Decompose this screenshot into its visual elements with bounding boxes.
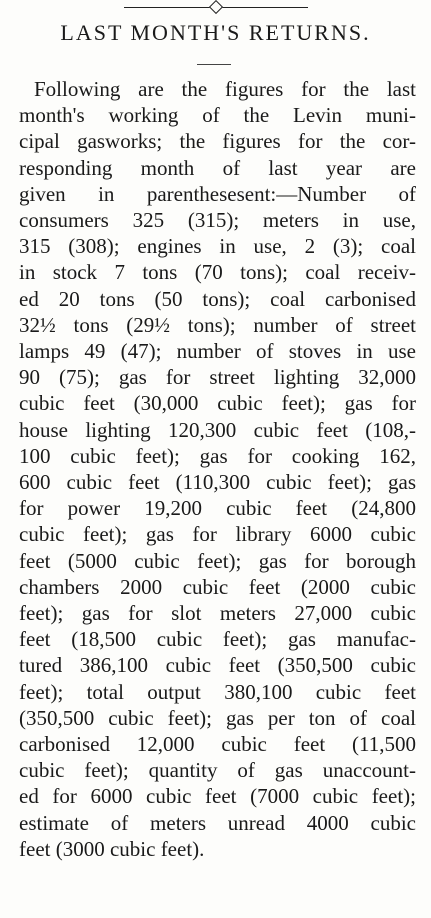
article-line: cubic feet); quantity of gas unaccount-: [19, 758, 416, 783]
article-line: responding month of last year are: [19, 155, 416, 180]
article-line: for power 19,200 cubic feet (24,800: [19, 496, 416, 521]
article-line: estimate of meters unread 4000 cubic: [19, 810, 416, 835]
article-line: 600 cubic feet (110,300 cubic feet); gas: [19, 470, 416, 495]
diamond-ornament-icon: [209, 0, 223, 14]
article-line: lamps 49 (47); number of stoves in use: [19, 339, 416, 364]
article-line: 90 (75); gas for street lighting 32,000: [19, 365, 416, 390]
article-line: feet (3000 cubic feet).: [19, 836, 205, 861]
article-line: tured 386,100 cubic feet (350,500 cubic: [19, 653, 416, 678]
article-line: (350,500 cubic feet); gas per ton of coal: [19, 705, 416, 730]
article-line: 315 (308); engines in use, 2 (3); coal: [19, 234, 416, 259]
article-line: Following are the figures for the last: [34, 77, 416, 101]
article-line: feet (5000 cubic feet); gas for borough: [19, 548, 416, 573]
article-line: carbonised 12,000 cubic feet (11,500: [19, 732, 416, 757]
article-line: in stock 7 tons (70 tons); coal receiv-: [19, 260, 416, 285]
article-line: cubic feet (30,000 cubic feet); gas for: [19, 391, 416, 416]
article-line: 32½ tons (29½ tons); number of street: [19, 312, 416, 337]
article-line: feet (18,500 cubic feet); gas manufac-: [19, 627, 416, 652]
article-line: chambers 2000 cubic feet (2000 cubic: [19, 574, 416, 599]
article-line: month's working of the Levin muni-: [19, 103, 416, 128]
article-line: given in parenthesesent:—Number of: [19, 181, 416, 206]
article-line: ed for 6000 cubic feet (7000 cubic feet);: [19, 784, 416, 809]
article-line: house lighting 120,300 cubic feet (108,-: [19, 417, 416, 442]
article-line: cubic feet); gas for library 6000 cubic: [19, 522, 416, 547]
article-line: ed 20 tons (50 tons); coal carbonised: [19, 286, 416, 311]
article-heading: LAST MONTH'S RETURNS.: [60, 20, 371, 45]
article-line: consumers 325 (315); meters in use,: [19, 208, 416, 233]
article-line: feet); gas for slot meters 27,000 cubic: [19, 601, 416, 626]
article-line: cipal gasworks; the figures for the cor-: [19, 129, 416, 154]
article-line: feet); total output 380,100 cubic feet: [19, 679, 416, 704]
article-body: [19, 76, 416, 862]
heading-divider: [197, 64, 231, 65]
article-line: 100 cubic feet); gas for cooking 162,: [19, 443, 416, 468]
